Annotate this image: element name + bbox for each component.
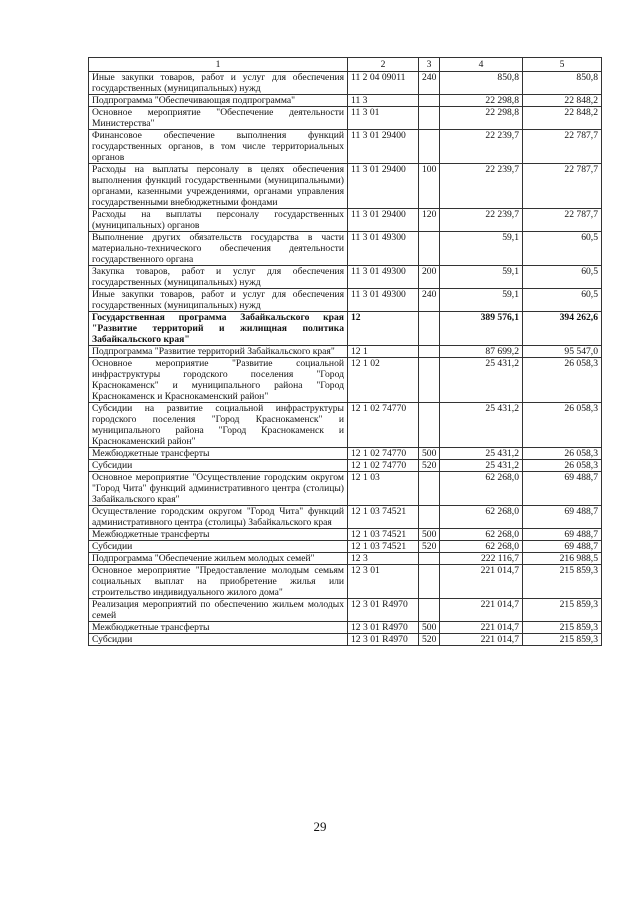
table-row xyxy=(89,358,602,403)
row-value-2-cell: 60,5 xyxy=(523,232,602,266)
row-name-cell: Закупка товаров, работ и услуг для обеспечения государственных (муниципальных) нужд xyxy=(89,266,348,289)
row-value-2-cell: 22 787,7 xyxy=(523,130,602,164)
table-row xyxy=(89,622,602,634)
row-value-1-cell: 221 014,7 xyxy=(440,599,523,622)
row-value-2-cell: 22 787,7 xyxy=(523,209,602,232)
row-value-1-cell: 22 239,7 xyxy=(440,209,523,232)
row-name-cell: Субсидии xyxy=(89,634,348,646)
table-row xyxy=(89,565,602,599)
row-code-cell: 12 3 xyxy=(348,553,419,565)
row-value-2-cell: 22 787,7 xyxy=(523,164,602,209)
row-code-cell: 11 3 01 49300 xyxy=(348,266,419,289)
row-value-2-cell: 26 058,3 xyxy=(523,403,602,448)
table-row xyxy=(89,460,602,472)
row-name-cell: Государственная программа Забайкальского края "Развитие территорий и жилищная политика Забайкальского края" xyxy=(89,312,348,346)
row-value-1-cell: 25 431,2 xyxy=(440,448,523,460)
table-row xyxy=(89,130,602,164)
row-type-cell: 500 xyxy=(419,529,440,541)
row-value-2-cell: 215 859,3 xyxy=(523,634,602,646)
row-code-cell: 12 1 03 74521 xyxy=(348,529,419,541)
row-name-cell: Субсидии на развитие социальной инфраструктуры городского поселения "Город Краснокаменск" и муниципального района "Город Краснокаменск и Краснокаменский район" xyxy=(89,403,348,448)
row-type-cell: 240 xyxy=(419,72,440,95)
row-value-2-cell: 394 262,6 xyxy=(523,312,602,346)
row-code-cell: 11 3 01 29400 xyxy=(348,130,419,164)
row-name-cell: Расходы на выплаты персоналу государственных (муниципальных) органов xyxy=(89,209,348,232)
row-value-1-cell: 221 014,7 xyxy=(440,634,523,646)
table-row xyxy=(89,599,602,622)
row-value-2-cell: 95 547,0 xyxy=(523,346,602,358)
table-row xyxy=(89,266,602,289)
row-code-cell: 11 3 01 29400 xyxy=(348,209,419,232)
row-name-cell: Основное мероприятие "Осуществление городским округом "Город Чита" функций административного центра (столицы) Забайкальского края" xyxy=(89,472,348,506)
table-row xyxy=(89,72,602,95)
table-row xyxy=(89,553,602,565)
table-row xyxy=(89,403,602,448)
table-row xyxy=(89,448,602,460)
row-code-cell: 12 1 03 xyxy=(348,472,419,506)
row-type-cell: 240 xyxy=(419,289,440,312)
row-name-cell: Подпрограмма "Обеспечивающая подпрограмма" xyxy=(89,95,348,107)
row-value-1-cell: 25 431,2 xyxy=(440,358,523,403)
table-row xyxy=(89,346,602,358)
row-type-cell xyxy=(419,95,440,107)
budget-table xyxy=(88,57,602,646)
row-name-cell: Подпрограмма "Развитие территорий Забайкальского края" xyxy=(89,346,348,358)
row-code-cell: 12 1 02 xyxy=(348,358,419,403)
row-value-2-cell: 22 848,2 xyxy=(523,95,602,107)
header-cell: 1 xyxy=(89,58,348,72)
row-value-2-cell: 69 488,7 xyxy=(523,529,602,541)
row-code-cell: 12 xyxy=(348,312,419,346)
row-type-cell xyxy=(419,346,440,358)
row-value-1-cell: 221 014,7 xyxy=(440,622,523,634)
row-code-cell: 11 3 01 xyxy=(348,107,419,130)
row-code-cell: 12 3 01 R4970 xyxy=(348,634,419,646)
row-name-cell: Подпрограмма "Обеспечение жильем молодых семей" xyxy=(89,553,348,565)
row-value-2-cell: 60,5 xyxy=(523,266,602,289)
row-code-cell: 12 1 xyxy=(348,346,419,358)
row-value-1-cell: 62 268,0 xyxy=(440,472,523,506)
row-code-cell: 12 1 02 74770 xyxy=(348,403,419,448)
row-type-cell: 520 xyxy=(419,460,440,472)
row-type-cell xyxy=(419,358,440,403)
row-code-cell: 12 3 01 R4970 xyxy=(348,622,419,634)
table-row xyxy=(89,289,602,312)
row-name-cell: Иные закупки товаров, работ и услуг для обеспечения государственных (муниципальных) нужд xyxy=(89,72,348,95)
row-value-1-cell: 59,1 xyxy=(440,266,523,289)
row-code-cell: 12 1 03 74521 xyxy=(348,541,419,553)
row-code-cell: 11 3 01 29400 xyxy=(348,164,419,209)
header-cell: 3 xyxy=(419,58,440,72)
page-number: 29 xyxy=(313,819,327,834)
row-value-1-cell: 222 116,7 xyxy=(440,553,523,565)
row-type-cell xyxy=(419,130,440,164)
table-row xyxy=(89,107,602,130)
row-code-cell: 12 1 03 74521 xyxy=(348,506,419,529)
row-name-cell: Осуществление городским округом "Город Чита" функций административного центра (столицы) Забайкальского края xyxy=(89,506,348,529)
row-type-cell xyxy=(419,312,440,346)
table-header-row xyxy=(89,58,602,72)
table-row xyxy=(89,634,602,646)
row-value-2-cell: 215 859,3 xyxy=(523,599,602,622)
row-type-cell xyxy=(419,599,440,622)
row-type-cell xyxy=(419,472,440,506)
row-value-1-cell: 22 239,7 xyxy=(440,130,523,164)
row-code-cell: 12 1 02 74770 xyxy=(348,448,419,460)
row-type-cell: 520 xyxy=(419,541,440,553)
row-type-cell xyxy=(419,506,440,529)
header-cell: 5 xyxy=(523,58,602,72)
row-code-cell: 11 2 04 09011 xyxy=(348,72,419,95)
row-name-cell: Расходы на выплаты персоналу в целях обеспечения выполнения функций государственными (муниципальными) органами, казенными учреждениями, органами управления государственными внебюджетными фондами xyxy=(89,164,348,209)
row-value-1-cell: 62 268,0 xyxy=(440,529,523,541)
header-cell: 2 xyxy=(348,58,419,72)
row-name-cell: Основное мероприятие "Предоставление молодым семьям социальных выплат на приобретение жилья или строительство индивидуального жилого дома" xyxy=(89,565,348,599)
row-type-cell: 200 xyxy=(419,266,440,289)
row-name-cell: Финансовое обеспечение выполнения функций государственных органов, в том числе территориальных органов xyxy=(89,130,348,164)
header-cell: 4 xyxy=(440,58,523,72)
row-type-cell: 500 xyxy=(419,622,440,634)
row-name-cell: Реализация мероприятий по обеспечению жильем молодых семей xyxy=(89,599,348,622)
table-row xyxy=(89,541,602,553)
row-code-cell: 12 1 02 74770 xyxy=(348,460,419,472)
row-name-cell: Основное мероприятие "Обеспечение деятельности Министерства" xyxy=(89,107,348,130)
row-name-cell: Межбюджетные трансферты xyxy=(89,622,348,634)
row-value-1-cell: 22 298,8 xyxy=(440,95,523,107)
row-type-cell: 100 xyxy=(419,164,440,209)
row-value-2-cell: 69 488,7 xyxy=(523,541,602,553)
table-row xyxy=(89,95,602,107)
row-type-cell: 500 xyxy=(419,448,440,460)
row-type-cell xyxy=(419,232,440,266)
row-name-cell: Основное мероприятие "Развитие социальной инфраструктуры городского поселения "Город Краснокаменск" и муниципального района "Город Краснокаменск и Краснокаменский район" xyxy=(89,358,348,403)
row-code-cell: 11 3 01 49300 xyxy=(348,232,419,266)
row-value-1-cell: 62 268,0 xyxy=(440,506,523,529)
row-value-1-cell: 221 014,7 xyxy=(440,565,523,599)
table-row xyxy=(89,472,602,506)
row-value-1-cell: 25 431,2 xyxy=(440,460,523,472)
row-name-cell: Межбюджетные трансферты xyxy=(89,529,348,541)
row-value-2-cell: 69 488,7 xyxy=(523,506,602,529)
budget-table-container xyxy=(88,57,601,646)
row-value-2-cell: 850,8 xyxy=(523,72,602,95)
row-name-cell: Субсидии xyxy=(89,460,348,472)
row-value-2-cell: 216 988,5 xyxy=(523,553,602,565)
row-value-1-cell: 62 268,0 xyxy=(440,541,523,553)
row-code-cell: 11 3 xyxy=(348,95,419,107)
table-row xyxy=(89,506,602,529)
row-type-cell xyxy=(419,565,440,599)
row-value-1-cell: 850,8 xyxy=(440,72,523,95)
row-value-2-cell: 60,5 xyxy=(523,289,602,312)
row-name-cell: Выполнение других обязательств государства в части материально-технического обеспечения деятельности государственного органа xyxy=(89,232,348,266)
row-value-2-cell: 215 859,3 xyxy=(523,565,602,599)
row-value-2-cell: 26 058,3 xyxy=(523,460,602,472)
row-value-2-cell: 215 859,3 xyxy=(523,622,602,634)
row-type-cell: 520 xyxy=(419,634,440,646)
table-row xyxy=(89,164,602,209)
table-row xyxy=(89,232,602,266)
row-code-cell: 11 3 01 49300 xyxy=(348,289,419,312)
row-code-cell: 12 3 01 R4970 xyxy=(348,599,419,622)
row-value-2-cell: 26 058,3 xyxy=(523,358,602,403)
table-row xyxy=(89,312,602,346)
row-value-1-cell: 389 576,1 xyxy=(440,312,523,346)
row-value-1-cell: 25 431,2 xyxy=(440,403,523,448)
row-type-cell xyxy=(419,553,440,565)
row-value-1-cell: 87 699,2 xyxy=(440,346,523,358)
row-value-2-cell: 69 488,7 xyxy=(523,472,602,506)
row-name-cell: Субсидии xyxy=(89,541,348,553)
row-value-1-cell: 59,1 xyxy=(440,289,523,312)
table-row xyxy=(89,209,602,232)
row-code-cell: 12 3 01 xyxy=(348,565,419,599)
table-row xyxy=(89,529,602,541)
row-value-1-cell: 22 298,8 xyxy=(440,107,523,130)
row-name-cell: Иные закупки товаров, работ и услуг для обеспечения государственных (муниципальных) нужд xyxy=(89,289,348,312)
row-value-2-cell: 22 848,2 xyxy=(523,107,602,130)
row-type-cell xyxy=(419,403,440,448)
row-name-cell: Межбюджетные трансферты xyxy=(89,448,348,460)
row-type-cell: 120 xyxy=(419,209,440,232)
row-value-1-cell: 59,1 xyxy=(440,232,523,266)
row-value-1-cell: 22 239,7 xyxy=(440,164,523,209)
row-type-cell xyxy=(419,107,440,130)
row-value-2-cell: 26 058,3 xyxy=(523,448,602,460)
